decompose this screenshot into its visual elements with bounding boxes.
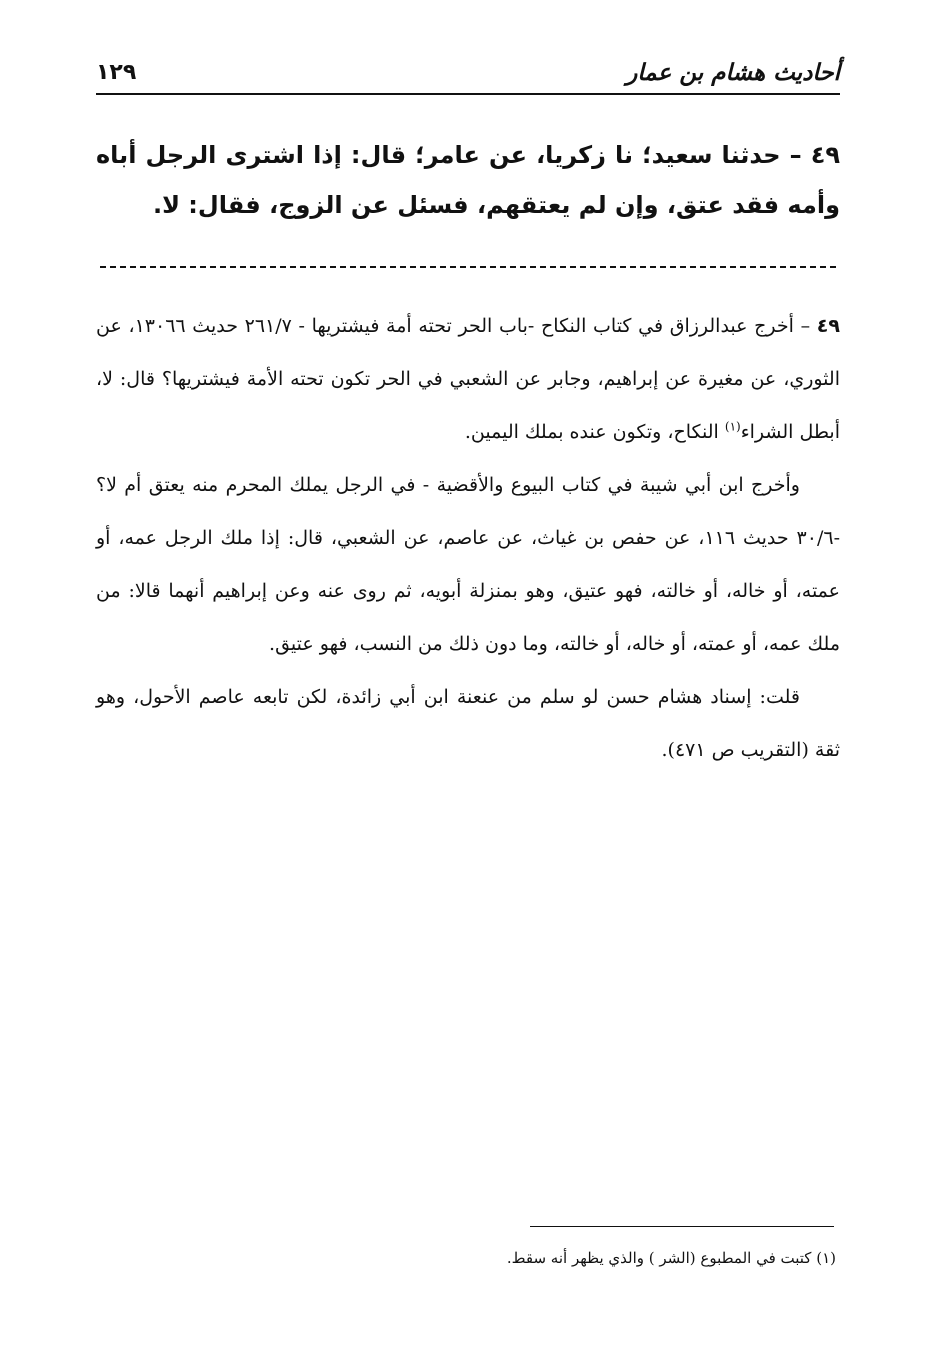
commentary-paragraph-3: قلت: إسناد هشام حسن لو سلم من عنعنة ابن أبي زائدة، لكن تابعه عاصم الأحول، وهو ثقة (التقريب ص ٤٧١). [96,686,840,761]
header-rule [96,93,840,95]
hadith-body: حدثنا سعيد؛ نا زكريا، عن عامر؛ قال: إذا اشترى الرجل أباه وأمه فقد عتق، وإن لم يعتقهم، فسئل عن الزوج، فقال: لا. [96,141,840,219]
commentary-number: ٤٩ [816,315,840,337]
commentary-dash: – [800,315,811,337]
footnote: (١) كتبت في المطبوع (الشر ) والذي يظهر أنه سقط. [506,1249,836,1267]
commentary-paragraph-2: وأخرج ابن أبي شيبة في كتاب البيوع والأقضية - في الرجل يملك المحرم منه يعتق أم لا؟ -٣٠/٦ حديث ١١٦، عن حفص بن غياث، عن عاصم، عن الشعبي، قال: إذا ملك الرجل عمه، أو عمته، أو خاله، أو خالته، فهو عتيق، وهو بمنزلة أبويه، ثم روى عنه وعن إبراهيم أنهما قالا: من ملك عمه، أو عمته، أو خاله، أو خالته، وما دون ذلك من النسب، فهو عتيق. [96,474,840,655]
hadith-text [96,130,840,230]
commentary-text-1b: النكاح، وتكون عنده بملك اليمين. [464,421,719,443]
hadith-dash: – [789,141,802,169]
commentary-text-1a: أخرج عبدالرزاق في كتاب النكاح -باب الحر تحته أمة فيشتريها - ٢٦١/٧ حديث ١٣٠٦٦، عن الثوري، عن مغيرة عن إبراهيم، وجابر عن الشعبي في الحر تكون تحته الأمة فيشتريها؟ قال: لا، أبطل الشراء [96,315,840,443]
commentary-paragraph-1 [96,300,840,459]
footnote-reference: (١) [724,419,741,434]
footnote-rule [530,1226,834,1227]
running-header [96,52,840,92]
page-number: ١٢٩ [96,60,137,85]
book-title: أحاديث هشام بن عمار [626,60,840,86]
section-divider [100,266,836,268]
takhrij-commentary [96,300,840,777]
hadith-number: ٤٩ [810,141,840,169]
